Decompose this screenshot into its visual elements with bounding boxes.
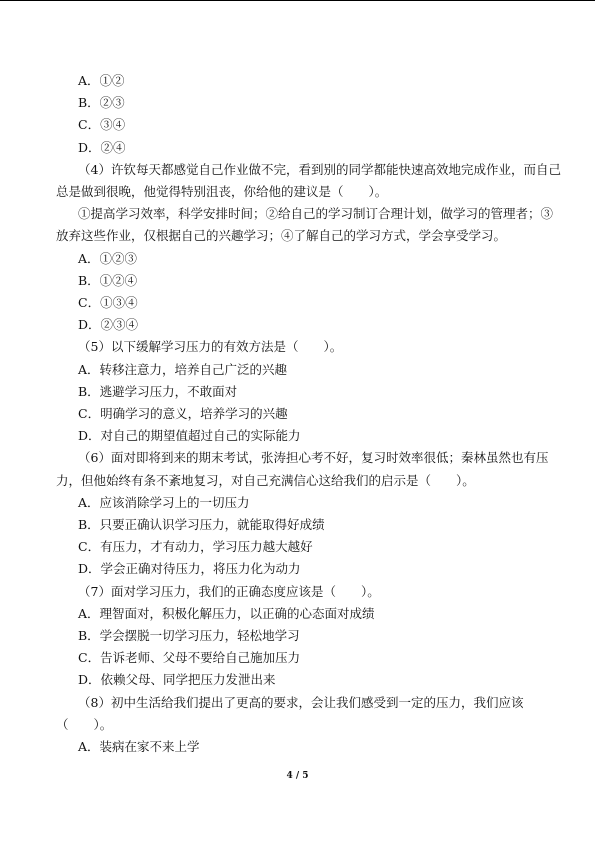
option-line: D．学会正确对待压力，将压力化为动力 bbox=[78, 561, 301, 577]
question-continuation: 力，但他始终有条不紊地复习，对自己充满信心这给我们的启示是（ ）。 bbox=[56, 472, 475, 488]
option-line: A．①② bbox=[78, 73, 125, 88]
question-line: （4）许钦每天都感觉自己作业做不完，看到别的同学都能快速高效地完成作业，而自己 bbox=[78, 161, 561, 177]
option-line: A．①②③ bbox=[78, 250, 138, 266]
option-line: C．告诉老师、父母不要给自己施加压力 bbox=[78, 650, 301, 666]
option-line: A．理智面对，积极化解压力，以正确的心态面对成绩 bbox=[78, 605, 375, 621]
option-line: B．学会摆脱一切学习压力，轻松地学习 bbox=[78, 628, 300, 644]
page-top-rule bbox=[0, 0, 595, 1]
option-line: C．明确学习的意义，培养学习的兴趣 bbox=[78, 406, 288, 422]
statement-line: ①提高学习效率，科学安排时间；②给自己的学习制订合理计划，做学习的管理者；③ bbox=[78, 206, 554, 222]
option-line: C．有压力，才有动力，学习压力越大越好 bbox=[78, 539, 313, 555]
question-line: （7）面对学习压力，我们的正确态度应该是（ ）。 bbox=[78, 583, 380, 599]
statement-continuation: 放弃这些作业，仅根据自己的兴趣学习；④了解自己的学习方式，学会享受学习。 bbox=[56, 228, 507, 244]
option-line: A．应该消除学习上的一切压力 bbox=[78, 494, 250, 510]
page-number: 4 / 5 bbox=[286, 771, 309, 781]
page-content bbox=[56, 70, 561, 758]
option-line: B．②③ bbox=[78, 95, 125, 111]
question-line: （6）面对即将到来的期末考试，张涛担心考不好，复习时效率很低；秦林虽然也有压 bbox=[78, 450, 549, 466]
option-line: A．转移注意力，培养自己广泛的兴趣 bbox=[78, 361, 288, 377]
question-line: （5）以下缓解学习压力的有效方法是（ ）。 bbox=[78, 339, 343, 355]
question-continuation: 总是做到很晚，他觉得特别沮丧，你给他的建议是（ ）。 bbox=[56, 184, 388, 200]
option-line: B．只要正确认识学习压力，就能取得好成绩 bbox=[78, 517, 325, 533]
option-line: D．依赖父母、同学把压力发泄出来 bbox=[78, 672, 276, 688]
option-line: D．②④ bbox=[78, 139, 126, 155]
option-line: C．③④ bbox=[78, 117, 126, 133]
option-line: D．②③④ bbox=[78, 317, 139, 333]
option-line: C．①③④ bbox=[78, 295, 138, 311]
question-line: （8）初中生活给我们提出了更高的要求，会让我们感受到一定的压力，我们应该 bbox=[78, 694, 524, 710]
option-line: B．逃避学习压力，不敢面对 bbox=[78, 383, 238, 399]
question-continuation: （ ）。 bbox=[56, 716, 113, 732]
option-line: D．对自己的期望值超过自己的实际能力 bbox=[78, 428, 301, 444]
option-line: A．装病在家不来上学 bbox=[78, 739, 200, 755]
option-line: B．①②④ bbox=[78, 272, 138, 288]
